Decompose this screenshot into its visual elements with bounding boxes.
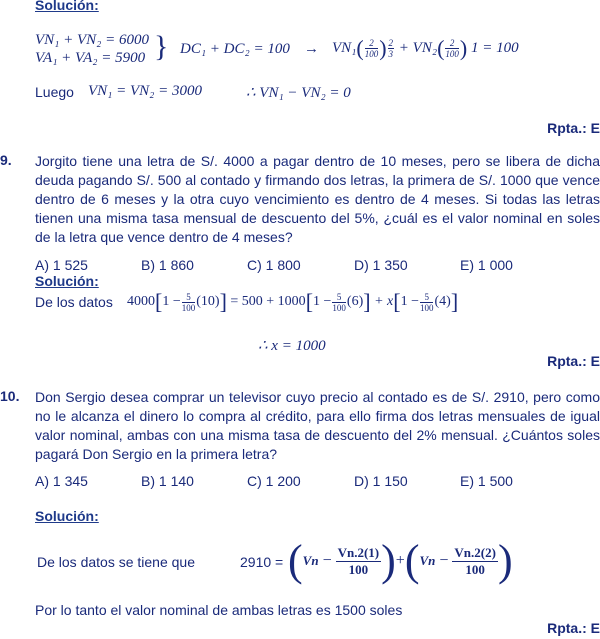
fraction: $\frac{Vn.2(2)}{100}$ bbox=[454, 544, 496, 577]
brace-icon: } bbox=[154, 30, 169, 63]
option-a: A) 1 525 bbox=[35, 257, 88, 273]
equation-vn: VN₁( $\frac{2}{100}$ ) $\frac{2}{3}$ + VN₂( $\frac{2}{100}$ ) 1 = 100 bbox=[332, 35, 519, 61]
question-number: 9. bbox=[0, 152, 12, 168]
solution-heading: Solución: bbox=[35, 0, 99, 13]
option-c: C) 1 200 bbox=[247, 473, 301, 489]
vn2-term: + VN₂ bbox=[398, 40, 438, 56]
option-a: A) 1 345 bbox=[35, 473, 88, 489]
fraction: $\frac{2}{3}$ bbox=[388, 38, 394, 60]
therefore-equation: ∴ VN₁ − VN₂ = 0 bbox=[246, 85, 351, 101]
fraction: $\frac{5}{100}$ bbox=[181, 291, 196, 313]
question-text: Jorgito tiene una letra de S/. 4000 a pagar dentro de 10 meses, pero se libera de dicha deuda pagando S/. 500 al contado y firmando dos letras, la primera de S/. 1000 que vence dentro de 6 meses y la otra cuyo vencimiento es dentro de 4 meses. Si todas las letras tienen una misma tasa mensual de descuento del 5%, ¿cuál es el valor nominal en soles de la letra que vence dentro de 4 meses? bbox=[35, 153, 600, 245]
system-line-1: VN₁ + VN₂ = 6000 bbox=[35, 32, 150, 48]
datos-label: De los datos se tiene que bbox=[37, 554, 195, 570]
system-line-2: VA₁ + VA₂ = 5900 bbox=[35, 50, 146, 66]
option-e: E) 1 500 bbox=[460, 473, 513, 489]
option-d: D) 1 350 bbox=[354, 257, 408, 273]
equation-tail: 1 = 100 bbox=[470, 40, 519, 56]
fraction: $\frac{5}{100}$ bbox=[332, 291, 346, 313]
option-b: B) 1 860 bbox=[141, 257, 194, 273]
question-number: 10. bbox=[0, 388, 20, 404]
answer-label: Rpta.: E bbox=[547, 353, 600, 369]
luego-equation: VN₁ = VN₂ = 3000 bbox=[88, 83, 203, 99]
datos-label: De los datos bbox=[35, 294, 113, 310]
fraction: $\frac{2}{100}$ bbox=[364, 38, 379, 60]
result-equation: ∴ x = 1000 bbox=[258, 338, 326, 354]
option-c: C) 1 800 bbox=[247, 257, 301, 273]
solution-heading: Solución: bbox=[35, 508, 99, 524]
question-text: Don Sergio desea comprar un televisor cuyo precio al contado es de S/. 2910, pero como no le alcanza el dinero lo compra al crédito, para ello firma dos letras mensuales de igual valor nominal, ambas con una misma tasa de descuento del 2% mensual. ¿Cuántos soles pagará Don Sergio en la primera letra? bbox=[35, 389, 600, 462]
fraction: $\frac{2}{100}$ bbox=[445, 38, 459, 60]
answer-label: Rpta.: E bbox=[547, 120, 600, 136]
luego-label: Luego bbox=[35, 84, 74, 100]
option-d: D) 1 150 bbox=[354, 473, 408, 489]
option-e: E) 1 000 bbox=[460, 257, 513, 273]
vn1-term: VN₁ bbox=[332, 40, 357, 56]
arrow-icon: → bbox=[304, 41, 319, 57]
equation-dc: DC₁ + DC₂ = 100 bbox=[180, 41, 290, 57]
solution-heading: Solución: bbox=[35, 273, 99, 289]
equation-lhs: 2910 = bbox=[240, 554, 284, 570]
conclusion-text: Por lo tanto el valor nominal de ambas letras es 1500 soles bbox=[35, 602, 403, 618]
equation-q9: 4000[1 − $\frac{5}{100}$ (10)] = 500 + 1000[1 − $\frac{5}{100}$ (6)] + x[1 − $\frac{5}{100}$ (4)] bbox=[127, 289, 459, 314]
fraction: $\frac{5}{100}$ bbox=[419, 291, 434, 313]
option-b: B) 1 140 bbox=[141, 473, 194, 489]
answer-label: Rpta.: E bbox=[547, 620, 600, 636]
fraction: $\frac{Vn.2(1)}{100}$ bbox=[337, 544, 380, 577]
equation-q10: (Vn − $\frac{Vn.2(1)}{100}$ )+(Vn − $\frac{Vn.2(2)}{100}$ ) bbox=[288, 536, 513, 585]
